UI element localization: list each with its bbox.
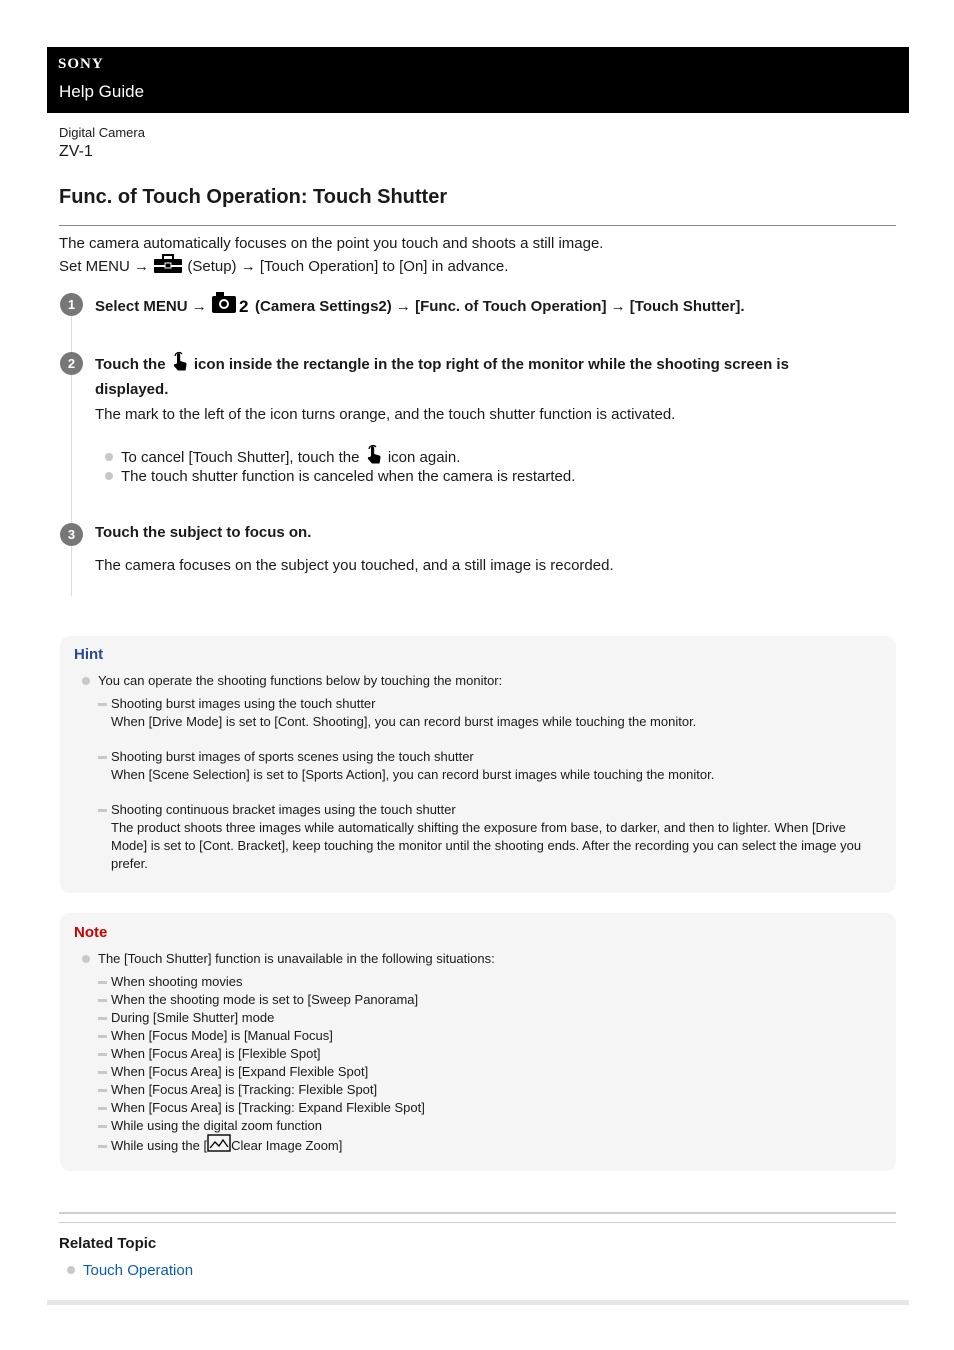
hint-box [60, 636, 896, 893]
step-1-number: 1 [60, 293, 83, 316]
bullet-dot [82, 677, 90, 685]
step-3-instruction: Touch the subject to focus on. [95, 524, 312, 541]
hint-lead: You can operate the shooting functions below by touching the monitor: [82, 672, 502, 690]
hint-title: Hint [74, 646, 104, 663]
touch-shutter-icon [170, 351, 190, 379]
note-item: While using the digital zoom function [98, 1117, 878, 1135]
note-item: While using the [ Clear Image Zoom] [98, 1135, 878, 1158]
step-2-bullet-1: To cancel [Touch Shutter], touch the icon again. [105, 444, 460, 472]
help-guide-label: Help Guide [59, 82, 145, 101]
note-item: When [Focus Mode] is [Manual Focus] [98, 1027, 878, 1045]
sony-logo: SONY [58, 56, 104, 72]
bullet-dot [105, 472, 113, 480]
related-divider-bottom [59, 1222, 896, 1223]
related-link-touch-operation[interactable]: Touch Operation [67, 1262, 193, 1279]
note-item: When [Focus Area] is [Flexible Spot] [98, 1045, 878, 1063]
note-item: During [Smile Shutter] mode [98, 1009, 878, 1027]
note-items [98, 973, 878, 1158]
note-item: When [Focus Area] is [Tracking: Flexible Spot] [98, 1081, 878, 1099]
bullet-dot [105, 453, 113, 461]
camera-settings2-icon [211, 290, 251, 320]
step-2-description: The mark to the left of the icon turns orange, and the touch shutter function is activated. [95, 406, 676, 423]
hint-item-2: Shooting burst images of sports scenes using the touch shutter When [Scene Selection] is set to [Sports Action], you can record burst images while touching the monitor. [98, 748, 878, 784]
title-divider [59, 225, 896, 226]
step-2-number: 2 [60, 352, 83, 375]
intro-text [59, 233, 603, 280]
note-item: When the shooting mode is set to [Sweep Panorama] [98, 991, 878, 1009]
note-item: When [Focus Area] is [Tracking: Expand Flexible Spot] [98, 1099, 878, 1117]
dash-marker [98, 703, 107, 706]
bullet-dot [67, 1266, 75, 1274]
svg-text:2: 2 [238, 297, 249, 314]
intro-line-1: The camera automatically focuses on the point you touch and shoots a still image. [59, 235, 604, 252]
toolbox-setup-icon [153, 254, 183, 280]
bullet-dot [82, 955, 90, 963]
note-title: Note [74, 924, 108, 941]
step-3-number: 3 [60, 523, 83, 546]
product-model: ZV-1 [59, 143, 93, 160]
step-2-bullet-2: The touch shutter function is canceled when the camera is restarted. [105, 466, 575, 487]
note-item: When [Focus Area] is [Expand Flexible Spot] [98, 1063, 878, 1081]
page-title: Func. of Touch Operation: Touch Shutter [59, 186, 448, 208]
site-header [47, 47, 909, 113]
footer-divider [47, 1300, 909, 1305]
step-2-instruction: Touch the icon inside the rectangle in the top right of the monitor while the shooting screen is displayed. [95, 351, 855, 400]
hint-item-1: Shooting burst images using the touch shutter When [Drive Mode] is set to [Cont. Shooting], you can record burst images while touching the monitor. [98, 695, 878, 731]
step-1-instruction: Select MENU → 2 (Camera Settings2) → [Func. of Touch Operation] → [Touch Shutter]. [95, 292, 855, 322]
related-divider-top [59, 1212, 896, 1214]
dash-marker [98, 756, 107, 759]
intro-line-2: Set MENU → (Setup) → [Touch Operation] to [On] in advance. [59, 254, 603, 280]
note-item: When shooting movies [98, 973, 878, 991]
related-topic-title: Related Topic [59, 1235, 157, 1252]
note-lead: The [Touch Shutter] function is unavailable in the following situations: [82, 950, 495, 968]
product-category: Digital Camera [59, 125, 145, 140]
clear-image-zoom-icon [207, 1134, 231, 1157]
step-3-description: The camera focuses on the subject you touched, and a still image is recorded. [95, 557, 614, 574]
hint-item-3: Shooting continuous bracket images using the touch shutter The product shoots three images while automatically shifting the exposure from base, to darker, and then to lighter. When [Drive Mode] is set to [Cont. Bracket], keep touching the monitor until the shooting ends. After the recording you can select the image you prefer. [98, 801, 878, 873]
note-box [60, 913, 896, 1171]
dash-marker [98, 809, 107, 812]
